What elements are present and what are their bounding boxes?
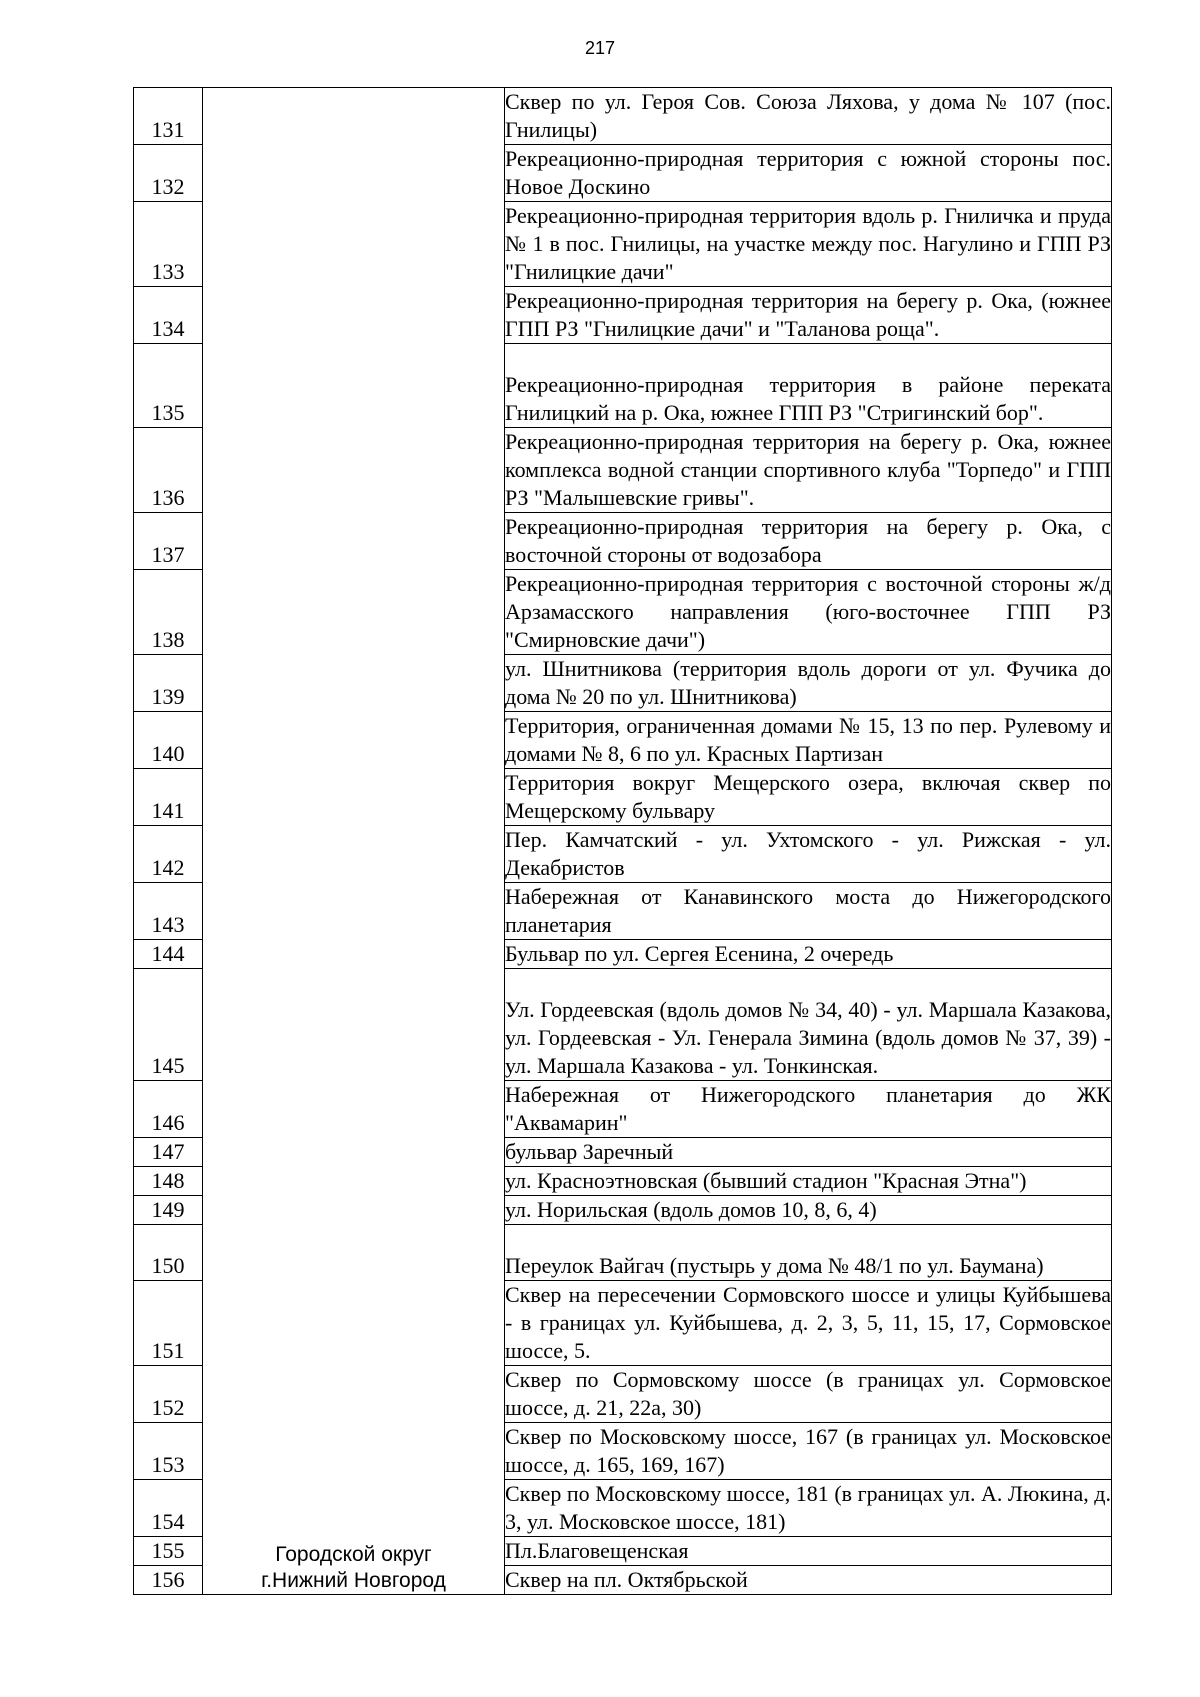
row-number: 139 (134, 655, 203, 712)
row-number: 135 (134, 344, 203, 428)
row-number: 143 (134, 883, 203, 940)
area-description: Рекреационно-природная территория с восточной стороны ж/д Арзамасского направления (юго-восточнее ГПП РЗ "Смирновские дачи") (505, 570, 1112, 655)
area-description: Ул. Гордеевская (вдоль домов № 34, 40) - ул. Маршала Казакова, ул. Гордеевская - Ул. Генерала Зимина (вдоль домов № 37, 39) - ул. Маршала Казакова - ул. Тонкинская. (505, 969, 1112, 1081)
area-description: ул. Норильская (вдоль домов 10, 8, 6, 4) (505, 1196, 1112, 1225)
area-description: Набережная от Нижегородского планетария до ЖК "Аквамарин" (505, 1081, 1112, 1138)
area-description: Рекреационно-природная территория на берегу р. Ока, южнее комплекса водной станции спортивного клуба "Торпедо" и ГПП РЗ "Малышевские гривы". (505, 428, 1112, 513)
area-description: Сквер на пл. Октябрьской (505, 1566, 1112, 1595)
row-number: 156 (134, 1566, 203, 1595)
area-description: Сквер на пересечении Сормовского шоссе и улицы Куйбышева - в границах ул. Куйбышева, д. 2, 3, 5, 11, 15, 17, Сормовское шоссе, 5. (505, 1281, 1112, 1366)
row-number: 134 (134, 287, 203, 344)
row-number: 142 (134, 826, 203, 883)
area-description: ул. Красноэтновская (бывший стадион "Красная Этна") (505, 1167, 1112, 1196)
table-row (134, 88, 1112, 145)
row-number: 147 (134, 1138, 203, 1167)
area-description: Пер. Камчатский - ул. Ухтомского - ул. Рижская - ул. Декабристов (505, 826, 1112, 883)
row-number: 140 (134, 712, 203, 769)
district-name-line1: Городской округ (275, 1543, 432, 1566)
area-description: Территория, ограниченная домами № 15, 13 по пер. Рулевому и домами № 8, 6 по ул. Красных Партизан (505, 712, 1112, 769)
row-number: 151 (134, 1281, 203, 1366)
row-number: 138 (134, 570, 203, 655)
row-number: 155 (134, 1537, 203, 1566)
row-number: 144 (134, 940, 203, 969)
row-number: 154 (134, 1480, 203, 1537)
area-description: бульвар Заречный (505, 1138, 1112, 1167)
area-description: Рекреационно-природная территория на берегу р. Ока, с восточной стороны от водозабора (505, 513, 1112, 570)
row-number: 152 (134, 1366, 203, 1423)
district-cell (203, 88, 505, 1595)
area-description: Рекреационно-природная территория с южной стороны пос. Новое Доскино (505, 145, 1112, 202)
area-description: ул. Шнитникова (территория вдоль дороги от ул. Фучика до дома № 20 по ул. Шнитникова) (505, 655, 1112, 712)
area-description: Переулок Вайгач (пустырь у дома № 48/1 по ул. Баумана) (505, 1225, 1112, 1281)
area-description: Территория вокруг Мещерского озера, включая сквер по Мещерскому бульвару (505, 769, 1112, 826)
area-description: Сквер по Сормовскому шоссе (в границах ул. Сормовское шоссе, д. 21, 22а, 30) (505, 1366, 1112, 1423)
row-number: 150 (134, 1225, 203, 1281)
area-description: Бульвар по ул. Сергея Есенина, 2 очередь (505, 940, 1112, 969)
row-number: 146 (134, 1081, 203, 1138)
row-number: 149 (134, 1196, 203, 1225)
row-number: 148 (134, 1167, 203, 1196)
area-description: Сквер по Московскому шоссе, 181 (в границах ул. А. Люкина, д. 3, ул. Московское шоссе, 181) (505, 1480, 1112, 1537)
recreation-areas-table (133, 87, 1112, 1595)
row-number: 133 (134, 202, 203, 287)
row-number: 131 (134, 88, 203, 145)
area-description: Рекреационно-природная территория на берегу р. Ока, (южнее ГПП РЗ "Гнилицкие дачи" и "Таланова роща". (505, 287, 1112, 344)
area-description: Набережная от Канавинского моста до Нижегородского планетария (505, 883, 1112, 940)
area-description: Сквер по Московскому шоссе, 167 (в границах ул. Московское шоссе, д. 165, 169, 167) (505, 1423, 1112, 1480)
area-description: Рекреационно-природная территория вдоль р. Гниличка и пруда № 1 в пос. Гнилицы, на участке между пос. Нагулино и ГПП РЗ "Гнилицкие дачи" (505, 202, 1112, 287)
row-number: 136 (134, 428, 203, 513)
area-description: Рекреационно-природная территория в районе переката Гнилицкий на р. Ока, южнее ГПП РЗ "Стригинский бор". (505, 344, 1112, 428)
row-number: 141 (134, 769, 203, 826)
row-number: 132 (134, 145, 203, 202)
row-number: 145 (134, 969, 203, 1081)
page-number: 217 (584, 38, 616, 58)
area-description: Пл.Благовещенская (505, 1537, 1112, 1566)
area-description: Сквер по ул. Героя Сов. Союза Ляхова, у дома № 107 (пос. Гнилицы) (505, 88, 1112, 145)
row-number: 153 (134, 1423, 203, 1480)
district-name-line2: г.Нижний Новгород (261, 1569, 446, 1592)
row-number: 137 (134, 513, 203, 570)
